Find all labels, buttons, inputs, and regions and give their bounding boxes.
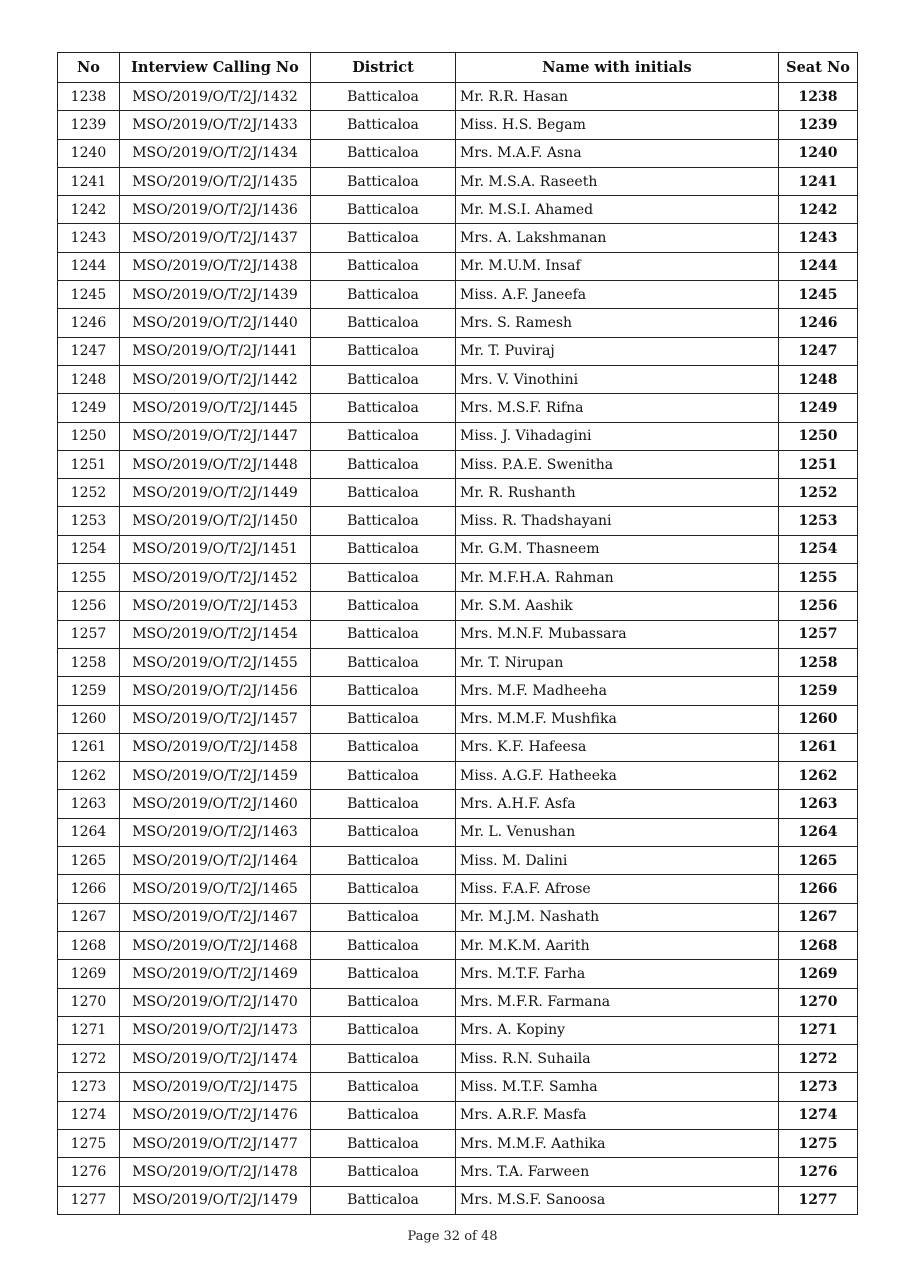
cell-interview-calling-no: MSO/2019/O/T/2J/1458 <box>120 733 311 761</box>
cell-district: Batticaloa <box>311 139 456 167</box>
cell-name: Mrs. K.F. Hafeesa <box>456 733 779 761</box>
table-row <box>58 252 858 280</box>
cell-seat-no: 1261 <box>779 733 858 761</box>
cell-no: 1263 <box>58 790 120 818</box>
table-row <box>58 875 858 903</box>
cell-seat-no: 1258 <box>779 648 858 676</box>
cell-district: Batticaloa <box>311 648 456 676</box>
cell-interview-calling-no: MSO/2019/O/T/2J/1435 <box>120 167 311 195</box>
cell-seat-no: 1266 <box>779 875 858 903</box>
table-row <box>58 1101 858 1129</box>
table-row <box>58 139 858 167</box>
table-row <box>58 337 858 365</box>
cell-name: Mr. M.K.M. Aarith <box>456 931 779 959</box>
cell-district: Batticaloa <box>311 988 456 1016</box>
cell-interview-calling-no: MSO/2019/O/T/2J/1469 <box>120 960 311 988</box>
cell-name: Miss. H.S. Begam <box>456 111 779 139</box>
cell-district: Batticaloa <box>311 535 456 563</box>
table-row <box>58 960 858 988</box>
cell-interview-calling-no: MSO/2019/O/T/2J/1433 <box>120 111 311 139</box>
cell-interview-calling-no: MSO/2019/O/T/2J/1478 <box>120 1158 311 1186</box>
cell-no: 1274 <box>58 1101 120 1129</box>
cell-district: Batticaloa <box>311 592 456 620</box>
cell-district: Batticaloa <box>311 252 456 280</box>
cell-interview-calling-no: MSO/2019/O/T/2J/1468 <box>120 931 311 959</box>
cell-district: Batticaloa <box>311 1045 456 1073</box>
cell-district: Batticaloa <box>311 1129 456 1157</box>
table-row <box>58 1129 858 1157</box>
cell-interview-calling-no: MSO/2019/O/T/2J/1452 <box>120 564 311 592</box>
cell-name: Mrs. M.N.F. Mubassara <box>456 620 779 648</box>
cell-no: 1261 <box>58 733 120 761</box>
table-row <box>58 988 858 1016</box>
cell-interview-calling-no: MSO/2019/O/T/2J/1437 <box>120 224 311 252</box>
cell-no: 1250 <box>58 422 120 450</box>
cell-no: 1244 <box>58 252 120 280</box>
cell-no: 1253 <box>58 507 120 535</box>
cell-interview-calling-no: MSO/2019/O/T/2J/1473 <box>120 1016 311 1044</box>
cell-seat-no: 1250 <box>779 422 858 450</box>
cell-no: 1268 <box>58 931 120 959</box>
cell-no: 1248 <box>58 365 120 393</box>
cell-no: 1270 <box>58 988 120 1016</box>
cell-interview-calling-no: MSO/2019/O/T/2J/1475 <box>120 1073 311 1101</box>
cell-seat-no: 1249 <box>779 394 858 422</box>
cell-name: Miss. P.A.E. Swenitha <box>456 450 779 478</box>
table-row <box>58 564 858 592</box>
cell-interview-calling-no: MSO/2019/O/T/2J/1440 <box>120 309 311 337</box>
cell-interview-calling-no: MSO/2019/O/T/2J/1465 <box>120 875 311 903</box>
cell-no: 1260 <box>58 705 120 733</box>
cell-name: Mr. L. Venushan <box>456 818 779 846</box>
cell-no: 1259 <box>58 677 120 705</box>
table-row <box>58 1186 858 1214</box>
cell-interview-calling-no: MSO/2019/O/T/2J/1436 <box>120 196 311 224</box>
table-row <box>58 309 858 337</box>
cell-name: Mr. T. Puviraj <box>456 337 779 365</box>
table-row <box>58 167 858 195</box>
cell-district: Batticaloa <box>311 167 456 195</box>
cell-name: Mrs. A.R.F. Masfa <box>456 1101 779 1129</box>
cell-name: Mrs. A.H.F. Asfa <box>456 790 779 818</box>
cell-interview-calling-no: MSO/2019/O/T/2J/1454 <box>120 620 311 648</box>
table-row <box>58 1045 858 1073</box>
cell-district: Batticaloa <box>311 422 456 450</box>
cell-name: Miss. F.A.F. Afrose <box>456 875 779 903</box>
cell-seat-no: 1265 <box>779 847 858 875</box>
cell-district: Batticaloa <box>311 733 456 761</box>
cell-district: Batticaloa <box>311 818 456 846</box>
cell-name: Mr. R. Rushanth <box>456 479 779 507</box>
cell-no: 1269 <box>58 960 120 988</box>
table-row <box>58 281 858 309</box>
cell-no: 1240 <box>58 139 120 167</box>
cell-no: 1277 <box>58 1186 120 1214</box>
cell-seat-no: 1254 <box>779 535 858 563</box>
cell-seat-no: 1273 <box>779 1073 858 1101</box>
cell-name: Mr. S.M. Aashik <box>456 592 779 620</box>
cell-interview-calling-no: MSO/2019/O/T/2J/1441 <box>120 337 311 365</box>
cell-interview-calling-no: MSO/2019/O/T/2J/1479 <box>120 1186 311 1214</box>
cell-seat-no: 1262 <box>779 762 858 790</box>
cell-interview-calling-no: MSO/2019/O/T/2J/1434 <box>120 139 311 167</box>
cell-interview-calling-no: MSO/2019/O/T/2J/1448 <box>120 450 311 478</box>
table-row <box>58 733 858 761</box>
cell-seat-no: 1277 <box>779 1186 858 1214</box>
cell-district: Batticaloa <box>311 365 456 393</box>
header-seat-no: Seat No <box>779 53 858 83</box>
cell-district: Batticaloa <box>311 790 456 818</box>
cell-name: Mrs. M.S.F. Sanoosa <box>456 1186 779 1214</box>
cell-interview-calling-no: MSO/2019/O/T/2J/1459 <box>120 762 311 790</box>
cell-district: Batticaloa <box>311 705 456 733</box>
cell-interview-calling-no: MSO/2019/O/T/2J/1467 <box>120 903 311 931</box>
table-row <box>58 422 858 450</box>
cell-name: Mrs. T.A. Farween <box>456 1158 779 1186</box>
cell-interview-calling-no: MSO/2019/O/T/2J/1456 <box>120 677 311 705</box>
cell-name: Miss. A.F. Janeefa <box>456 281 779 309</box>
cell-district: Batticaloa <box>311 960 456 988</box>
cell-no: 1251 <box>58 450 120 478</box>
cell-interview-calling-no: MSO/2019/O/T/2J/1474 <box>120 1045 311 1073</box>
table-row <box>58 620 858 648</box>
table-row <box>58 847 858 875</box>
cell-seat-no: 1241 <box>779 167 858 195</box>
cell-district: Batticaloa <box>311 620 456 648</box>
cell-seat-no: 1245 <box>779 281 858 309</box>
cell-seat-no: 1242 <box>779 196 858 224</box>
cell-seat-no: 1257 <box>779 620 858 648</box>
cell-district: Batticaloa <box>311 1101 456 1129</box>
table-header <box>58 53 858 83</box>
cell-district: Batticaloa <box>311 281 456 309</box>
table-row <box>58 224 858 252</box>
table-row <box>58 1073 858 1101</box>
table-row <box>58 196 858 224</box>
cell-seat-no: 1256 <box>779 592 858 620</box>
cell-no: 1249 <box>58 394 120 422</box>
cell-seat-no: 1270 <box>779 988 858 1016</box>
cell-interview-calling-no: MSO/2019/O/T/2J/1455 <box>120 648 311 676</box>
cell-interview-calling-no: MSO/2019/O/T/2J/1450 <box>120 507 311 535</box>
table-row <box>58 790 858 818</box>
cell-seat-no: 1260 <box>779 705 858 733</box>
cell-district: Batticaloa <box>311 1073 456 1101</box>
table-row <box>58 450 858 478</box>
cell-name: Miss. J. Vihadagini <box>456 422 779 450</box>
cell-district: Batticaloa <box>311 479 456 507</box>
cell-no: 1265 <box>58 847 120 875</box>
cell-name: Mr. M.F.H.A. Rahman <box>456 564 779 592</box>
table-row <box>58 535 858 563</box>
cell-district: Batticaloa <box>311 83 456 111</box>
cell-district: Batticaloa <box>311 450 456 478</box>
table-row <box>58 705 858 733</box>
cell-district: Batticaloa <box>311 1158 456 1186</box>
cell-seat-no: 1239 <box>779 111 858 139</box>
cell-seat-no: 1253 <box>779 507 858 535</box>
cell-seat-no: 1268 <box>779 931 858 959</box>
cell-name: Mrs. M.M.F. Mushfika <box>456 705 779 733</box>
cell-interview-calling-no: MSO/2019/O/T/2J/1460 <box>120 790 311 818</box>
cell-district: Batticaloa <box>311 1016 456 1044</box>
cell-interview-calling-no: MSO/2019/O/T/2J/1439 <box>120 281 311 309</box>
cell-district: Batticaloa <box>311 394 456 422</box>
cell-name: Mr. M.S.A. Raseeth <box>456 167 779 195</box>
cell-no: 1267 <box>58 903 120 931</box>
cell-no: 1275 <box>58 1129 120 1157</box>
cell-interview-calling-no: MSO/2019/O/T/2J/1447 <box>120 422 311 450</box>
table-row <box>58 903 858 931</box>
cell-interview-calling-no: MSO/2019/O/T/2J/1445 <box>120 394 311 422</box>
cell-no: 1256 <box>58 592 120 620</box>
cell-no: 1246 <box>58 309 120 337</box>
cell-name: Mrs. M.M.F. Aathika <box>456 1129 779 1157</box>
header-row <box>58 53 858 83</box>
cell-seat-no: 1276 <box>779 1158 858 1186</box>
cell-no: 1273 <box>58 1073 120 1101</box>
cell-seat-no: 1259 <box>779 677 858 705</box>
cell-interview-calling-no: MSO/2019/O/T/2J/1442 <box>120 365 311 393</box>
page-number: Page 32 of 48 <box>407 1229 498 1244</box>
cell-name: Mr. M.S.I. Ahamed <box>456 196 779 224</box>
cell-interview-calling-no: MSO/2019/O/T/2J/1463 <box>120 818 311 846</box>
cell-name: Mrs. M.T.F. Farha <box>456 960 779 988</box>
cell-name: Mr. M.J.M. Nashath <box>456 903 779 931</box>
cell-district: Batticaloa <box>311 677 456 705</box>
cell-seat-no: 1243 <box>779 224 858 252</box>
cell-name: Mrs. A. Kopiny <box>456 1016 779 1044</box>
cell-seat-no: 1275 <box>779 1129 858 1157</box>
table-row <box>58 677 858 705</box>
cell-name: Mrs. M.S.F. Rifna <box>456 394 779 422</box>
cell-interview-calling-no: MSO/2019/O/T/2J/1432 <box>120 83 311 111</box>
cell-interview-calling-no: MSO/2019/O/T/2J/1477 <box>120 1129 311 1157</box>
cell-seat-no: 1269 <box>779 960 858 988</box>
cell-name: Mrs. M.A.F. Asna <box>456 139 779 167</box>
cell-district: Batticaloa <box>311 507 456 535</box>
cell-no: 1255 <box>58 564 120 592</box>
cell-name: Mr. R.R. Hasan <box>456 83 779 111</box>
cell-seat-no: 1267 <box>779 903 858 931</box>
cell-no: 1252 <box>58 479 120 507</box>
cell-name: Mrs. V. Vinothini <box>456 365 779 393</box>
cell-no: 1243 <box>58 224 120 252</box>
table-row <box>58 365 858 393</box>
cell-district: Batticaloa <box>311 847 456 875</box>
cell-district: Batticaloa <box>311 903 456 931</box>
table-row <box>58 818 858 846</box>
table-row <box>58 394 858 422</box>
cell-name: Mrs. M.F.R. Farmana <box>456 988 779 1016</box>
cell-interview-calling-no: MSO/2019/O/T/2J/1476 <box>120 1101 311 1129</box>
cell-district: Batticaloa <box>311 309 456 337</box>
cell-no: 1266 <box>58 875 120 903</box>
cell-no: 1272 <box>58 1045 120 1073</box>
header-name: Name with initials <box>456 53 779 83</box>
table-row <box>58 83 858 111</box>
cell-name: Miss. R.N. Suhaila <box>456 1045 779 1073</box>
cell-seat-no: 1247 <box>779 337 858 365</box>
cell-district: Batticaloa <box>311 196 456 224</box>
cell-no: 1242 <box>58 196 120 224</box>
cell-name: Mrs. A. Lakshmanan <box>456 224 779 252</box>
header-interview-calling-no: Interview Calling No <box>120 53 311 83</box>
cell-district: Batticaloa <box>311 762 456 790</box>
cell-seat-no: 1246 <box>779 309 858 337</box>
table-row <box>58 931 858 959</box>
cell-no: 1258 <box>58 648 120 676</box>
cell-no: 1257 <box>58 620 120 648</box>
header-no: No <box>58 53 120 83</box>
cell-interview-calling-no: MSO/2019/O/T/2J/1457 <box>120 705 311 733</box>
cell-interview-calling-no: MSO/2019/O/T/2J/1438 <box>120 252 311 280</box>
cell-no: 1262 <box>58 762 120 790</box>
table-row <box>58 507 858 535</box>
cell-district: Batticaloa <box>311 337 456 365</box>
cell-seat-no: 1251 <box>779 450 858 478</box>
cell-district: Batticaloa <box>311 564 456 592</box>
table-body <box>58 83 858 1215</box>
cell-district: Batticaloa <box>311 1186 456 1214</box>
table-row <box>58 592 858 620</box>
cell-district: Batticaloa <box>311 875 456 903</box>
cell-seat-no: 1272 <box>779 1045 858 1073</box>
cell-name: Miss. M.T.F. Samha <box>456 1073 779 1101</box>
cell-no: 1238 <box>58 83 120 111</box>
cell-interview-calling-no: MSO/2019/O/T/2J/1451 <box>120 535 311 563</box>
cell-no: 1276 <box>58 1158 120 1186</box>
cell-name: Miss. R. Thadshayani <box>456 507 779 535</box>
cell-seat-no: 1274 <box>779 1101 858 1129</box>
cell-interview-calling-no: MSO/2019/O/T/2J/1470 <box>120 988 311 1016</box>
table-row <box>58 762 858 790</box>
header-district: District <box>311 53 456 83</box>
cell-no: 1264 <box>58 818 120 846</box>
cell-name: Mr. M.U.M. Insaf <box>456 252 779 280</box>
table-row <box>58 648 858 676</box>
cell-no: 1239 <box>58 111 120 139</box>
cell-seat-no: 1271 <box>779 1016 858 1044</box>
table-row <box>58 479 858 507</box>
table-row <box>58 1158 858 1186</box>
cell-name: Miss. A.G.F. Hatheeka <box>456 762 779 790</box>
cell-name: Mrs. S. Ramesh <box>456 309 779 337</box>
cell-no: 1254 <box>58 535 120 563</box>
cell-interview-calling-no: MSO/2019/O/T/2J/1464 <box>120 847 311 875</box>
cell-seat-no: 1255 <box>779 564 858 592</box>
cell-interview-calling-no: MSO/2019/O/T/2J/1453 <box>120 592 311 620</box>
cell-seat-no: 1244 <box>779 252 858 280</box>
cell-seat-no: 1263 <box>779 790 858 818</box>
cell-district: Batticaloa <box>311 224 456 252</box>
cell-no: 1241 <box>58 167 120 195</box>
cell-no: 1271 <box>58 1016 120 1044</box>
candidate-table <box>57 52 858 1215</box>
table-row <box>58 111 858 139</box>
cell-district: Batticaloa <box>311 111 456 139</box>
cell-name: Mr. T. Nirupan <box>456 648 779 676</box>
cell-seat-no: 1264 <box>779 818 858 846</box>
cell-name: Mr. G.M. Thasneem <box>456 535 779 563</box>
cell-no: 1245 <box>58 281 120 309</box>
cell-interview-calling-no: MSO/2019/O/T/2J/1449 <box>120 479 311 507</box>
cell-seat-no: 1238 <box>779 83 858 111</box>
cell-name: Mrs. M.F. Madheeha <box>456 677 779 705</box>
cell-seat-no: 1240 <box>779 139 858 167</box>
cell-name: Miss. M. Dalini <box>456 847 779 875</box>
cell-no: 1247 <box>58 337 120 365</box>
cell-seat-no: 1248 <box>779 365 858 393</box>
table-row <box>58 1016 858 1044</box>
cell-district: Batticaloa <box>311 931 456 959</box>
cell-seat-no: 1252 <box>779 479 858 507</box>
